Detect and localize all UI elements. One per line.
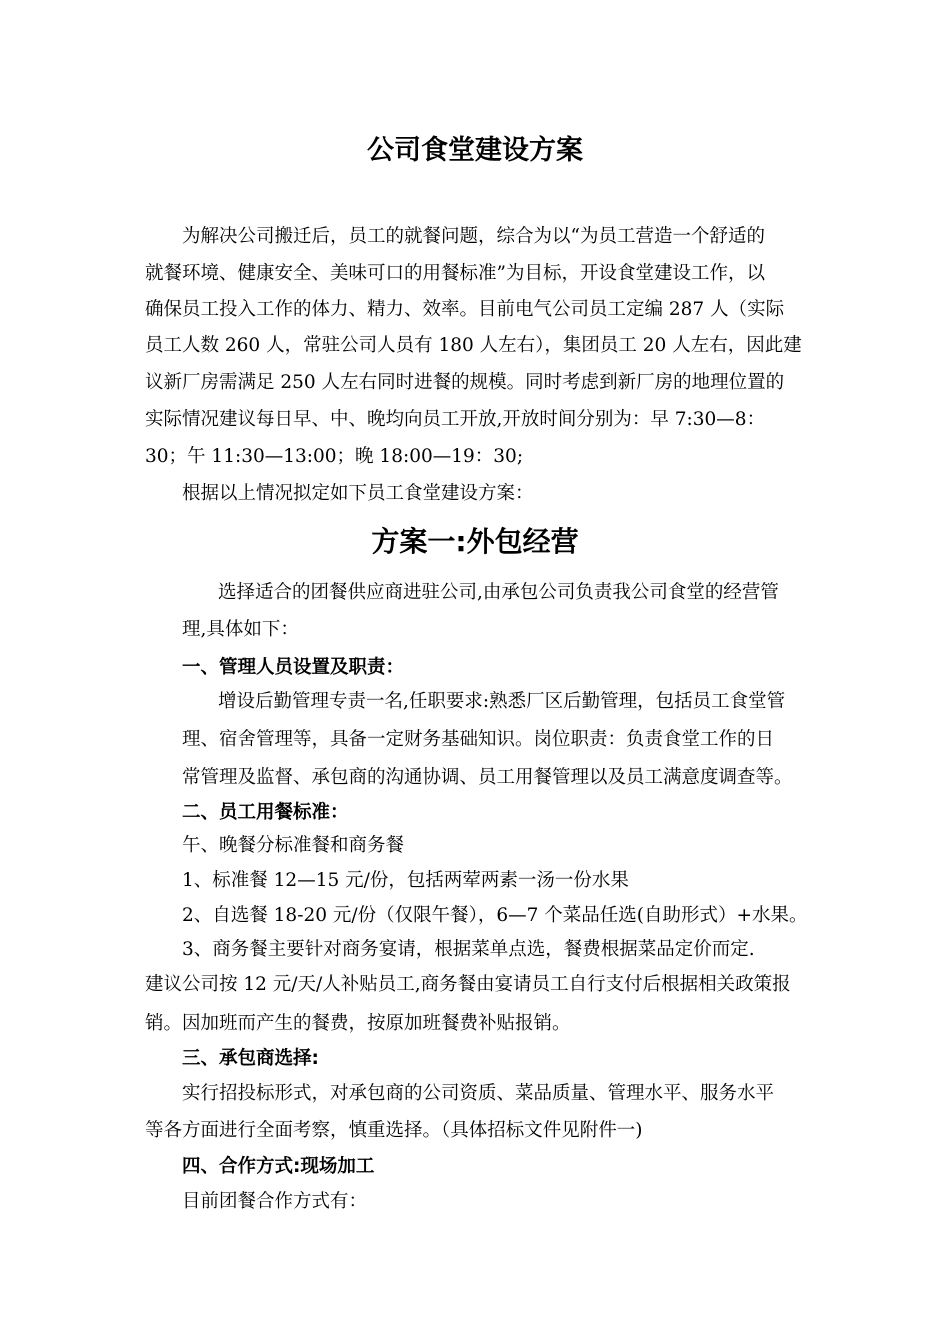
section1-line: 常管理及监督、承包商的沟通协调、员工用餐管理以及员工满意度调查等。 [182, 767, 793, 788]
document-title: 公司食堂建设方案 [367, 135, 583, 166]
plan-one-title: 方案一:外包经营 [371, 525, 579, 558]
section2-heading: 二、员工用餐标准： [182, 802, 349, 823]
intro-line: 为解决公司搬迁后，员工的就餐问题，综合为以“为员工营造一个舒适的 [182, 226, 765, 247]
section2-line: 1、标准餐 12—15 元/份，包括两荤两素一汤一份水果 [182, 870, 629, 891]
section4-line: 目前团餐合作方式有： [182, 1191, 368, 1212]
intro-line: 确保员工投入工作的体力、精力、效率。目前电气公司员工定编 287 人（实际 [145, 299, 785, 320]
section2-line: 2、自选餐 18-20 元/份（仅限午餐），6—7 个菜品任选(自助形式）+水果。 [182, 905, 808, 926]
intro-line: 议新厂房需满足 250 人左右同时进餐的规模。同时考虑到新厂房的地理位置的 [145, 372, 785, 393]
intro-line: 就餐环境、健康安全、美味可口的用餐标准”为目标，开设食堂建设工作，以 [145, 263, 765, 284]
section3-heading: 三、承包商选择: [182, 1048, 319, 1069]
intro-line: 员工人数 260 人，常驻公司人员有 180 人左右），集团员工 20 人左右，因此建 [145, 335, 802, 356]
section4-heading: 四、合作方式:现场加工 [182, 1156, 375, 1177]
plan-one-line: 选择适合的团餐供应商进驻公司,由承包公司负责我公司食堂的经营管 [218, 582, 779, 603]
section1-line: 理、宿舍管理等，具备一定财务基础知识。岗位职责：负责食堂工作的日 [182, 729, 775, 750]
section2-line: 销。因加班而产生的餐费，按原加班餐费补贴报销。 [145, 1013, 571, 1034]
intro-line: 30；午 11:30—13:00；晚 18:00—19：30; [145, 446, 524, 467]
section3-line: 等各方面进行全面考察，慎重选择。（具体招标文件见附件一) [145, 1120, 643, 1141]
plan-one-line: 理,具体如下： [182, 619, 299, 640]
section2-line: 建议公司按 12 元/天/人补贴员工,商务餐由宴请员工自行支付后根据相关政策报 [145, 974, 791, 995]
section3-line: 实行招投标形式，对承包商的公司资质、菜品质量、管理水平、服务水平 [182, 1083, 775, 1104]
intro-line: 根据以上情况拟定如下员工食堂建设方案： [182, 483, 534, 504]
section1-line: 增设后勤管理专责一名,任职要求:熟悉厂区后勤管理，包括员工食堂管 [218, 691, 786, 712]
section1-heading: 一、管理人员设置及职责： [182, 657, 405, 678]
section2-line: 3、商务餐主要针对商务宴请，根据菜单点选，餐费根据菜品定价而定. [182, 939, 755, 960]
intro-line: 实际情况建议每日早、中、晚均向员工开放,开放时间分别为：早 7:30—8： [145, 409, 766, 430]
section2-line: 午、晚餐分标准餐和商务餐 [182, 835, 405, 856]
